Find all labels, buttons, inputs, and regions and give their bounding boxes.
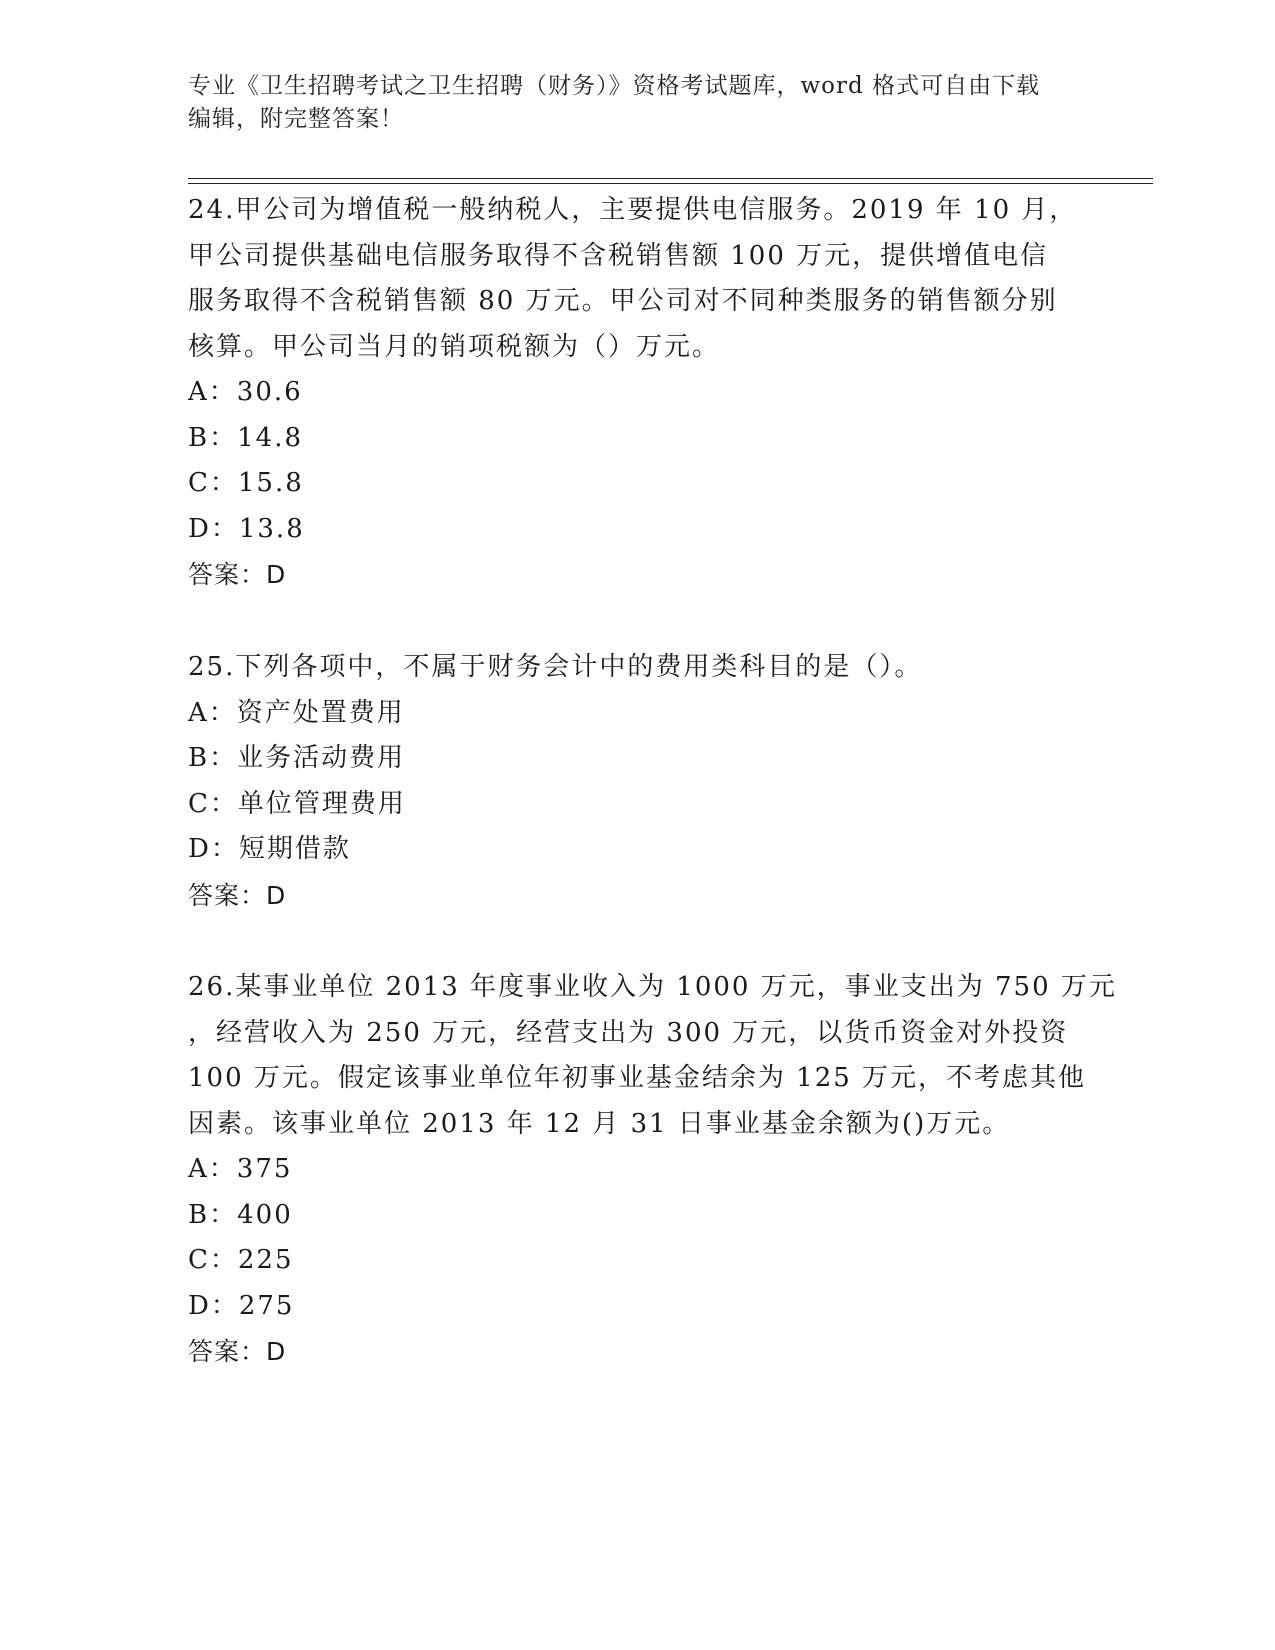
question-26: [188, 965, 1117, 1375]
option-b: B：14.8: [188, 422, 303, 453]
question-text-line: 服务取得不含税销售额 80 万元。甲公司对不同种类服务的销售额分别: [188, 286, 1058, 316]
answer: 答案：D: [188, 1337, 287, 1366]
header-line-2: 编辑，附完整答案！: [188, 106, 404, 132]
answer: 答案：D: [188, 560, 287, 589]
option-a: A：30.6: [188, 377, 303, 407]
header-divider-bottom: [188, 183, 1153, 184]
option-d: D：275: [188, 1290, 295, 1321]
question-24: [188, 188, 1088, 598]
option-d: D：短期借款: [188, 834, 351, 864]
header-divider-top: [188, 178, 1153, 179]
option-a: A：375: [188, 1154, 293, 1184]
question-text-line: 因素。该事业单位 2013 年 12 月 31 日事业基金余额为()万元。: [188, 1108, 1011, 1139]
question-text-line: 26.某事业单位 2013 年度事业收入为 1000 万元，事业支出为 750 万元: [188, 972, 1117, 1002]
option-a: A：资产处置费用: [188, 697, 405, 728]
question-text-line: 核算。甲公司当月的销项税额为（）万元。: [188, 331, 721, 362]
document-header: [188, 70, 1088, 136]
option-c: C：单位管理费用: [188, 788, 406, 819]
question-text-line: ，经营收入为 250 万元，经营支出为 300 万元，以货币资金对外投资: [188, 1017, 1069, 1048]
question-25: [188, 645, 1088, 918]
answer: 答案：D: [188, 880, 287, 910]
question-text-line: 25.下列各项中，不属于财务会计中的费用类科目的是（）。: [188, 652, 923, 682]
header-line-1: 专业《卫生招聘考试之卫生招聘（财务）》资格考试题库，word 格式可自由下载: [188, 73, 1041, 99]
option-b: B：业务活动费用: [188, 743, 406, 773]
question-text-line: 24.甲公司为增值税一般纳税人，主要提供电信服务。2019 年 10 月，: [188, 195, 1078, 225]
question-text-line: 甲公司提供基础电信服务取得不含税销售额 100 万元，提供增值电信: [188, 240, 1049, 271]
option-d: D：13.8: [188, 513, 305, 544]
option-c: C：225: [188, 1245, 294, 1275]
option-c: C：15.8: [188, 468, 304, 498]
question-text-line: 100 万元。假定该事业单位年初事业基金结余为 125 万元，不考虑其他: [188, 1063, 1087, 1093]
option-b: B：400: [188, 1199, 293, 1230]
